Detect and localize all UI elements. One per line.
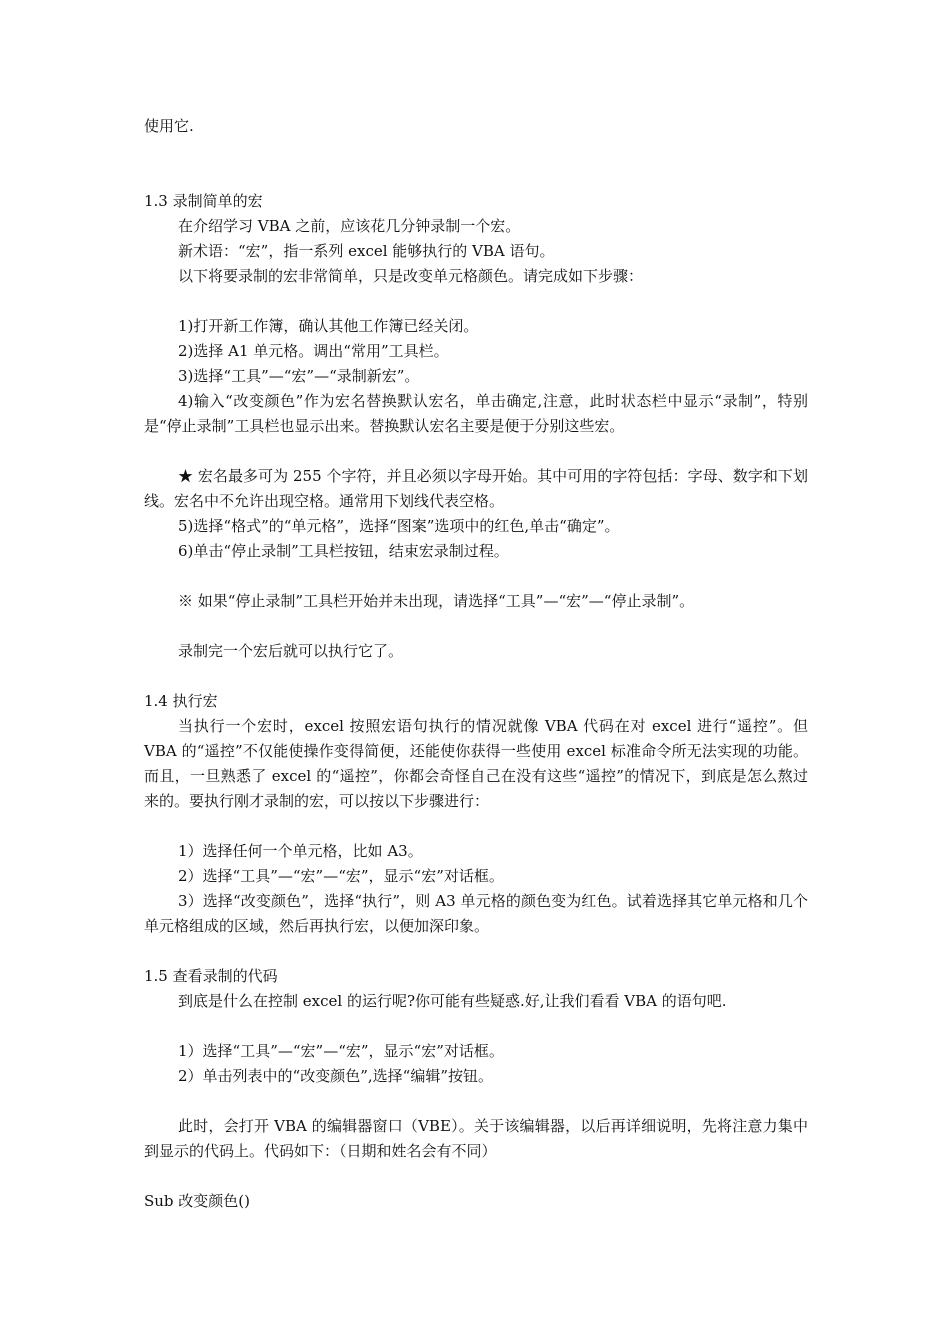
s13-step-2: 2)选择 A1 单元格。调出“常用”工具栏。 bbox=[178, 342, 449, 360]
s13-closing: 录制完一个宏后就可以执行它了。 bbox=[178, 642, 404, 660]
section-1-4-heading: 1.4 执行宏 bbox=[144, 692, 218, 710]
section-1-5-heading: 1.5 查看录制的代码 bbox=[144, 967, 278, 985]
s14-paragraph-1: 当执行一个宏时，excel 按照宏语句执行的情况就像 VBA 代码在对 excel 进行“遥控”。但 VBA 的“遥控”不仅能使操作变得简便，还能使你获得一些使用 excel 标准命令所无法实现的功能。而且，一旦熟悉了 excel 的“遥控”，你都会奇怪自己在没有这些“遥控”的情况下，到底是怎么熬过来的。要执行刚才录制的宏，可以按以下步骤进行： bbox=[144, 717, 808, 810]
s13-step-5: 5)选择“格式”的“单元格”，选择“图案”选项中的红色,单击“确定”。 bbox=[178, 517, 620, 535]
s13-reference-note: ※ 如果“停止录制”工具栏开始并未出现，请选择“工具”—“宏”—“停止录制”。 bbox=[178, 592, 695, 610]
code-line: Sub 改变颜色() bbox=[144, 1192, 251, 1210]
document-body bbox=[144, 114, 808, 1214]
section-1-3-heading: 1.3 录制简单的宏 bbox=[144, 192, 263, 210]
s14-step-2: 2）选择“工具”—“宏”—“宏”，显示“宏”对话框。 bbox=[178, 867, 504, 885]
s13-paragraph-1: 在介绍学习 VBA 之前，应该花几分钟录制一个宏。 bbox=[178, 217, 521, 235]
intro-tail: 使用它. bbox=[144, 117, 194, 135]
s15-step-2: 2）单击列表中的“改变颜色”,选择“编辑”按钮。 bbox=[178, 1067, 493, 1085]
s13-paragraph-2: 新术语：“宏”，指一系列 excel 能够执行的 VBA 语句。 bbox=[178, 242, 555, 260]
s13-step-6: 6)单击“停止录制”工具栏按钮，结束宏录制过程。 bbox=[178, 542, 509, 560]
s15-paragraph-1: 到底是什么在控制 excel 的运行呢?你可能有些疑惑.好,让我们看看 VBA 的语句吧. bbox=[178, 992, 727, 1010]
s14-step-3: 3）选择“改变颜色”，选择“执行”，则 A3 单元格的颜色变为红色。试着选择其它单元格和几个单元格组成的区域，然后再执行宏，以便加深印象。 bbox=[144, 892, 808, 935]
s13-step-1: 1)打开新工作簿，确认其他工作簿已经关闭。 bbox=[178, 317, 479, 335]
s13-paragraph-3: 以下将要录制的宏非常简单，只是改变单元格颜色。请完成如下步骤： bbox=[178, 267, 644, 285]
s13-star-note: ★ 宏名最多可为 255 个字符，并且必须以字母开始。其中可用的字符包括：字母、数字和下划线。宏名中不允许出现空格。通常用下划线代表空格。 bbox=[144, 467, 808, 510]
s15-step-1: 1）选择“工具”—“宏”—“宏”，显示“宏”对话框。 bbox=[178, 1042, 504, 1060]
s13-step-3: 3)选择“工具”—“宏”—“录制新宏”。 bbox=[178, 367, 420, 385]
s15-paragraph-2: 此时，会打开 VBA 的编辑器窗口（VBE）。关于该编辑器，以后再详细说明，先将注意力集中到显示的代码上。代码如下：（日期和姓名会有不同） bbox=[144, 1117, 808, 1160]
s14-step-1: 1）选择任何一个单元格，比如 A3。 bbox=[178, 842, 423, 860]
s13-step-4: 4)输入“改变颜色”作为宏名替换默认宏名，单击确定,注意，此时状态栏中显示“录制”，特别是“停止录制”工具栏也显示出来。替换默认宏名主要是便于分别这些宏。 bbox=[144, 392, 808, 435]
